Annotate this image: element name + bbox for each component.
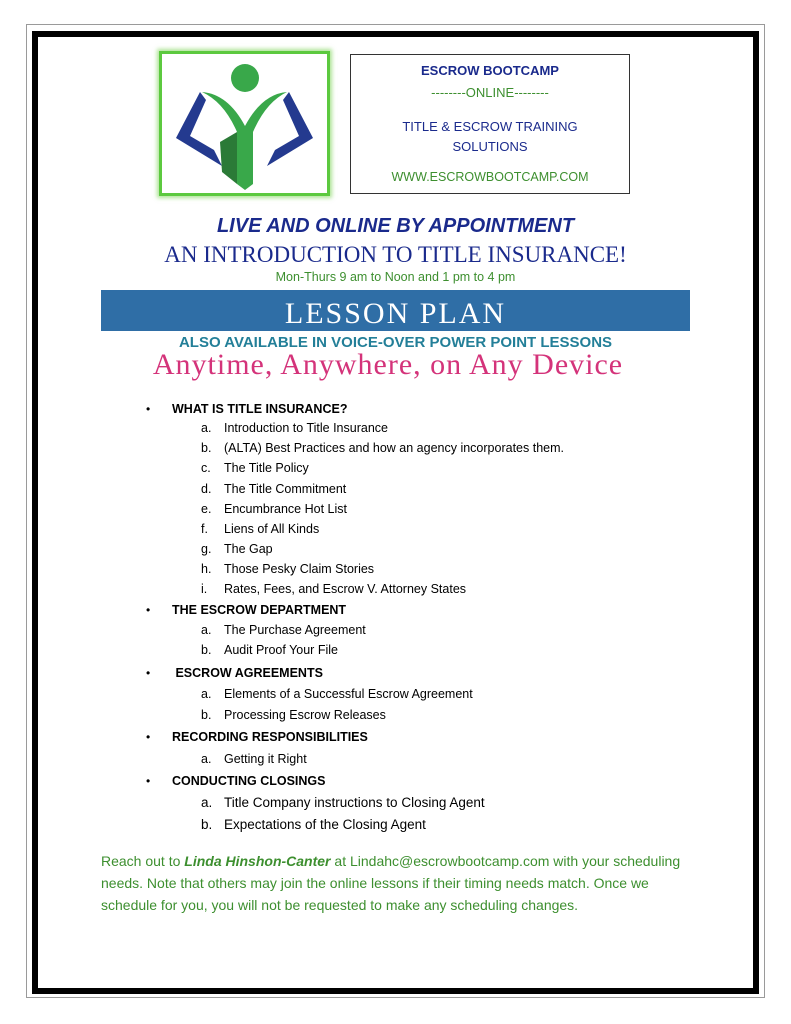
item-text: The Title Policy (224, 461, 309, 475)
item-letter: a. (201, 687, 212, 701)
item-letter: b. (201, 817, 213, 832)
info-title: ESCROW BOOTCAMP (421, 63, 559, 78)
item-text: The Gap (224, 542, 273, 556)
anytime-tagline: Anytime, Anywhere, on Any Device (152, 348, 624, 381)
item-letter: a. (201, 623, 212, 637)
bullet-icon: • (146, 402, 151, 416)
bullet-icon: • (146, 774, 151, 788)
live-heading: LIVE AND ONLINE BY APPOINTMENT (216, 215, 575, 237)
item-letter: b. (201, 441, 212, 455)
bullet-icon: • (146, 730, 151, 744)
topic-title: THE ESCROW DEPARTMENT (172, 603, 347, 617)
info-training: TITLE & ESCROW TRAINING SOLUTIONS (402, 119, 578, 154)
topic-title: WHAT IS TITLE INSURANCE? (172, 402, 348, 416)
item-text: Liens of All Kinds (224, 522, 320, 536)
item-text: The Purchase Agreement (224, 623, 366, 637)
item-letter: g. (201, 542, 212, 556)
item-letter: f. (201, 522, 208, 536)
info-online: --------ONLINE-------- (431, 85, 549, 100)
topic-title: CONDUCTING CLOSINGS (172, 774, 326, 788)
item-text: Title Company instructions to Closing Agent (224, 795, 485, 810)
item-text: Encumbrance Hot List (224, 502, 347, 516)
item-text: Introduction to Title Insurance (224, 421, 388, 435)
item-text: Processing Escrow Releases (224, 708, 386, 722)
item-letter: a. (201, 752, 212, 766)
item-text: (ALTA) Best Practices and how an agency incorporates them. (224, 441, 564, 455)
contact-details: at Lindahc@escrowbootcamp.com with your scheduling needs. Note that others may join the online lessons if their timing needs match. Once we schedule for you, you will not be requested to make any scheduling changes. (101, 853, 681, 913)
item-text: Expectations of the Closing Agent (224, 817, 426, 832)
topic-title: ESCROW AGREEMENTS (172, 666, 323, 680)
item-letter: d. (201, 482, 212, 496)
item-letter: a. (201, 795, 213, 810)
intro-heading: AN INTRODUCTION TO TITLE INSURANCE! (164, 242, 627, 267)
item-text: Audit Proof Your File (224, 643, 338, 657)
item-text: Getting it Right (224, 752, 307, 766)
company-info-box (350, 54, 630, 194)
person-arms-raised-logo-icon (159, 51, 330, 196)
item-letter: e. (201, 502, 212, 516)
item-text: The Title Commitment (224, 482, 347, 496)
lesson-plan-banner: LESSON PLAN (101, 290, 690, 331)
item-letter: b. (201, 643, 212, 657)
item-letter: c. (201, 461, 211, 475)
contact-prefix: Reach out to (101, 853, 185, 869)
item-letter: b. (201, 708, 212, 722)
item-letter: i. (201, 582, 208, 596)
item-text: Elements of a Successful Escrow Agreement (224, 687, 473, 701)
info-website: WWW.ESCROWBOOTCAMP.COM (391, 170, 589, 184)
item-text: Those Pesky Claim Stories (224, 562, 375, 576)
bullet-icon: • (146, 603, 151, 617)
item-letter: h. (201, 562, 212, 576)
bullet-icon: • (146, 666, 151, 680)
item-text: Rates, Fees, and Escrow V. Attorney States (224, 582, 467, 596)
voice-over-note: ALSO AVAILABLE IN VOICE-OVER POWER POINT LESSONS (178, 334, 613, 351)
contact-paragraph (101, 850, 681, 916)
contact-name: Linda Hinshon-Canter (184, 853, 331, 869)
topic-title: RECORDING RESPONSIBILITIES (172, 730, 368, 744)
item-letter: a. (201, 421, 212, 435)
hours-text: Mon-Thurs 9 am to Noon and 1 pm to 4 pm (275, 270, 516, 284)
